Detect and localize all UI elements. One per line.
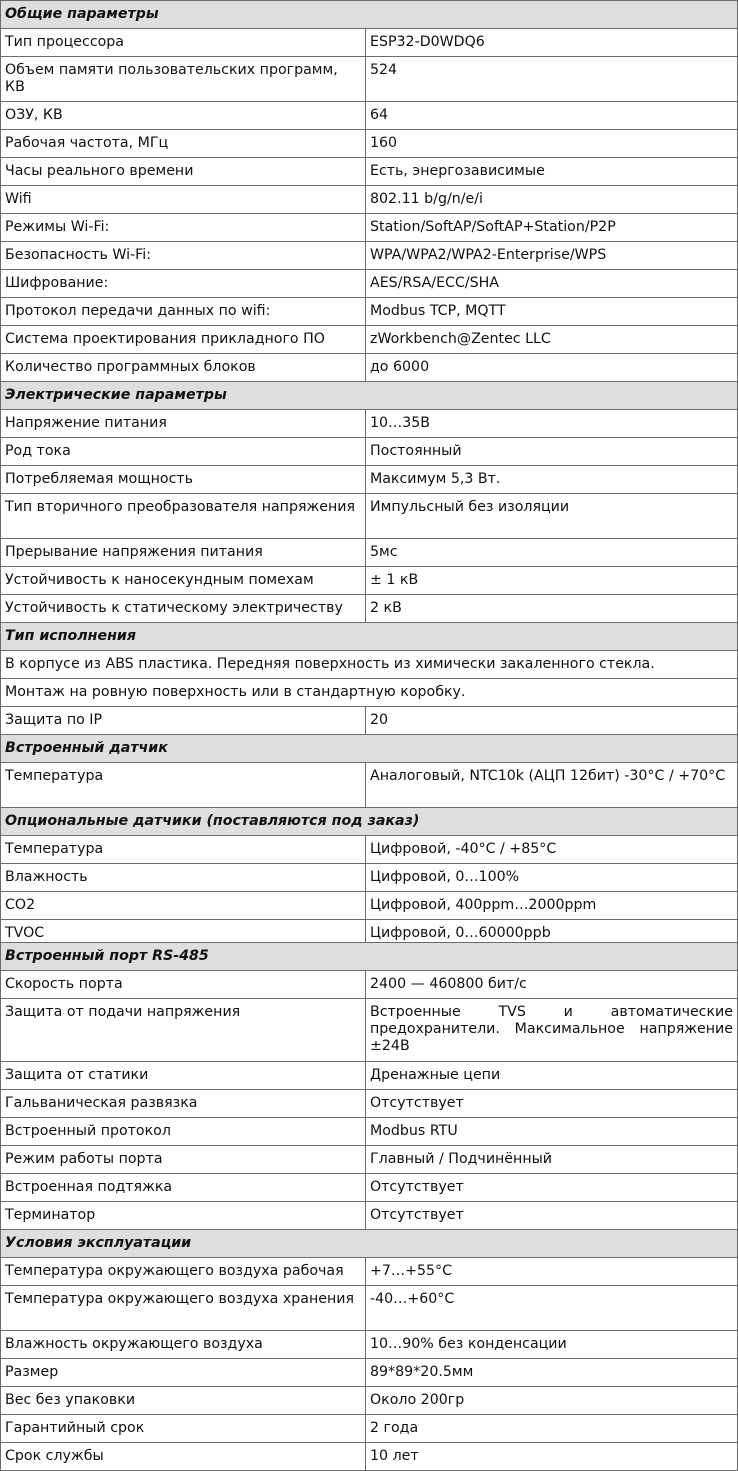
param-value: Импульсный без изоляции: [366, 494, 738, 539]
param-name: Тип процессора: [1, 29, 366, 57]
param-value: Station/SoftAP/SoftAP+Station/P2P: [366, 214, 738, 242]
param-value: ± 1 кВ: [366, 567, 738, 595]
param-name: Тип вторичного преобразователя напряжения: [1, 494, 366, 539]
param-name: Влажность окружающего воздуха: [1, 1331, 366, 1359]
table-row: [1, 438, 738, 466]
param-value: Встроенные TVS и автоматические предохранители. Максимальное напряжение ±24В: [366, 999, 738, 1062]
param-name: Температура: [1, 763, 366, 808]
param-name: Устойчивость к статическому электричеству: [1, 595, 366, 623]
param-name: Встроенный протокол: [1, 1118, 366, 1146]
param-name: Скорость порта: [1, 971, 366, 999]
param-value: Постоянный: [366, 438, 738, 466]
param-value: 20: [366, 707, 738, 735]
table-row: [1, 1174, 738, 1202]
table-row: [1, 1118, 738, 1146]
param-name: Вес без упаковки: [1, 1387, 366, 1415]
section-title: Встроенный порт RS-485: [1, 943, 738, 971]
description-text: Монтаж на ровную поверхность или в стандартную коробку.: [1, 679, 738, 707]
param-value: Отсутствует: [366, 1202, 738, 1230]
param-value: Цифровой, 400ppm…2000ppm: [366, 892, 738, 920]
param-name: Встроенная подтяжка: [1, 1174, 366, 1202]
table-row: [1, 1443, 738, 1471]
section-header-operating-conditions: [1, 1230, 738, 1258]
param-name: Wifi: [1, 186, 366, 214]
param-value: Главный / Подчинённый: [366, 1146, 738, 1174]
table-row: [1, 1387, 738, 1415]
param-value: 2400 — 460800 бит/с: [366, 971, 738, 999]
param-name: Напряжение питания: [1, 410, 366, 438]
param-name: Размер: [1, 1359, 366, 1387]
param-name: Срок службы: [1, 1443, 366, 1471]
param-name: Температура окружающего воздуха рабочая: [1, 1258, 366, 1286]
param-name: ОЗУ, КВ: [1, 102, 366, 130]
section-title: Опциональные датчики (поставляются под заказ): [1, 808, 738, 836]
param-value: до 6000: [366, 354, 738, 382]
param-value: ESP32-D0WDQ6: [366, 29, 738, 57]
param-value: 10 лет: [366, 1443, 738, 1471]
param-value: Modbus TCP, MQTT: [366, 298, 738, 326]
param-name: Защита от статики: [1, 1062, 366, 1090]
param-value: 2 года: [366, 1415, 738, 1443]
param-name: Устойчивость к наносекундным помехам: [1, 567, 366, 595]
table-row: [1, 999, 738, 1062]
table-row: [1, 1331, 738, 1359]
table-row: [1, 763, 738, 808]
param-value: Есть, энергозависимые: [366, 158, 738, 186]
param-name: Защита по IP: [1, 707, 366, 735]
param-name: Гарантийный срок: [1, 1415, 366, 1443]
param-value: 10…90% без конденсации: [366, 1331, 738, 1359]
param-value: Отсутствует: [366, 1090, 738, 1118]
param-value: Аналоговый, NTC10k (АЦП 12бит) -30°C / +70°C: [366, 763, 738, 808]
table-row: [1, 354, 738, 382]
table-row: [1, 270, 738, 298]
section-header-electrical: [1, 382, 738, 410]
param-name: Режим работы порта: [1, 1146, 366, 1174]
param-value: 10…35В: [366, 410, 738, 438]
table-row: [1, 971, 738, 999]
param-name: Рабочая частота, МГц: [1, 130, 366, 158]
table-row: [1, 494, 738, 539]
param-name: Протокол передачи данных по wifi:: [1, 298, 366, 326]
param-value: 2 кВ: [366, 595, 738, 623]
section-title: Встроенный датчик: [1, 735, 738, 763]
table-row: [1, 836, 738, 864]
table-row: [1, 410, 738, 438]
section-title: Тип исполнения: [1, 623, 738, 651]
param-value: +7…+55°C: [366, 1258, 738, 1286]
param-name: Терминатор: [1, 1202, 366, 1230]
param-value: 64: [366, 102, 738, 130]
param-value: Около 200гр: [366, 1387, 738, 1415]
table-row: [1, 892, 738, 920]
param-name: Влажность: [1, 864, 366, 892]
param-name: Часы реального времени: [1, 158, 366, 186]
param-name: Количество программных блоков: [1, 354, 366, 382]
section-title: Условия эксплуатации: [1, 1230, 738, 1258]
table-row: [1, 130, 738, 158]
table-row: [1, 651, 738, 679]
table-row: [1, 29, 738, 57]
section-header-general: [1, 1, 738, 29]
param-value: -40…+60°C: [366, 1286, 738, 1331]
section-header-optional-sensors: [1, 808, 738, 836]
table-row: [1, 1286, 738, 1331]
param-value: zWorkbench@Zentec LLC: [366, 326, 738, 354]
section-header-builtin-sensor: [1, 735, 738, 763]
section-header-rs485: [1, 943, 738, 971]
param-value: 160: [366, 130, 738, 158]
table-row: [1, 57, 738, 102]
param-value: Цифровой, 0…100%: [366, 864, 738, 892]
param-value: Отсутствует: [366, 1174, 738, 1202]
param-name: Шифрование:: [1, 270, 366, 298]
param-value: Дренажные цепи: [366, 1062, 738, 1090]
table-row: [1, 1146, 738, 1174]
param-name: Гальваническая развязка: [1, 1090, 366, 1118]
param-value: 89*89*20.5мм: [366, 1359, 738, 1387]
section-header-design: [1, 623, 738, 651]
section-title: Электрические параметры: [1, 382, 738, 410]
param-name: CO2: [1, 892, 366, 920]
param-name: Защита от подачи напряжения: [1, 999, 366, 1062]
table-row: [1, 102, 738, 130]
param-name: Объем памяти пользовательских программ, КВ: [1, 57, 366, 102]
table-row: [1, 1062, 738, 1090]
param-value: Цифровой, 0…60000ppb: [366, 920, 738, 943]
param-value: 524: [366, 57, 738, 102]
param-value: Максимум 5,3 Вт.: [366, 466, 738, 494]
table-row: [1, 1090, 738, 1118]
param-value: Modbus RTU: [366, 1118, 738, 1146]
table-row: [1, 1202, 738, 1230]
table-row: [1, 158, 738, 186]
table-row: [1, 1359, 738, 1387]
param-name: Система проектирования прикладного ПО: [1, 326, 366, 354]
param-value: WPA/WPA2/WPA2-Enterprise/WPS: [366, 242, 738, 270]
param-name: Температура: [1, 836, 366, 864]
table-row: [1, 298, 738, 326]
table-row: [1, 595, 738, 623]
param-name: Режимы Wi-Fi:: [1, 214, 366, 242]
param-name: Безопасность Wi-Fi:: [1, 242, 366, 270]
table-row: [1, 864, 738, 892]
description-text: В корпусе из ABS пластика. Передняя поверхность из химически закаленного стекла.: [1, 651, 738, 679]
param-value: Цифровой, -40°C / +85°C: [366, 836, 738, 864]
table-row: [1, 1258, 738, 1286]
section-title: Общие параметры: [1, 1, 738, 29]
table-row: [1, 186, 738, 214]
table-row: [1, 466, 738, 494]
param-value: 5мс: [366, 539, 738, 567]
table-row: [1, 214, 738, 242]
param-name: Температура окружающего воздуха хранения: [1, 1286, 366, 1331]
table-row: [1, 539, 738, 567]
table-row: [1, 707, 738, 735]
param-value: AES/RSA/ECC/SHA: [366, 270, 738, 298]
table-row: [1, 1415, 738, 1443]
table-row: [1, 920, 738, 943]
table-row: [1, 326, 738, 354]
table-row: [1, 679, 738, 707]
param-name: Род тока: [1, 438, 366, 466]
table-row: [1, 242, 738, 270]
param-value: 802.11 b/g/n/e/i: [366, 186, 738, 214]
param-name: Прерывание напряжения питания: [1, 539, 366, 567]
param-name: Потребляемая мощность: [1, 466, 366, 494]
table-row: [1, 567, 738, 595]
param-name: TVOC: [1, 920, 366, 943]
